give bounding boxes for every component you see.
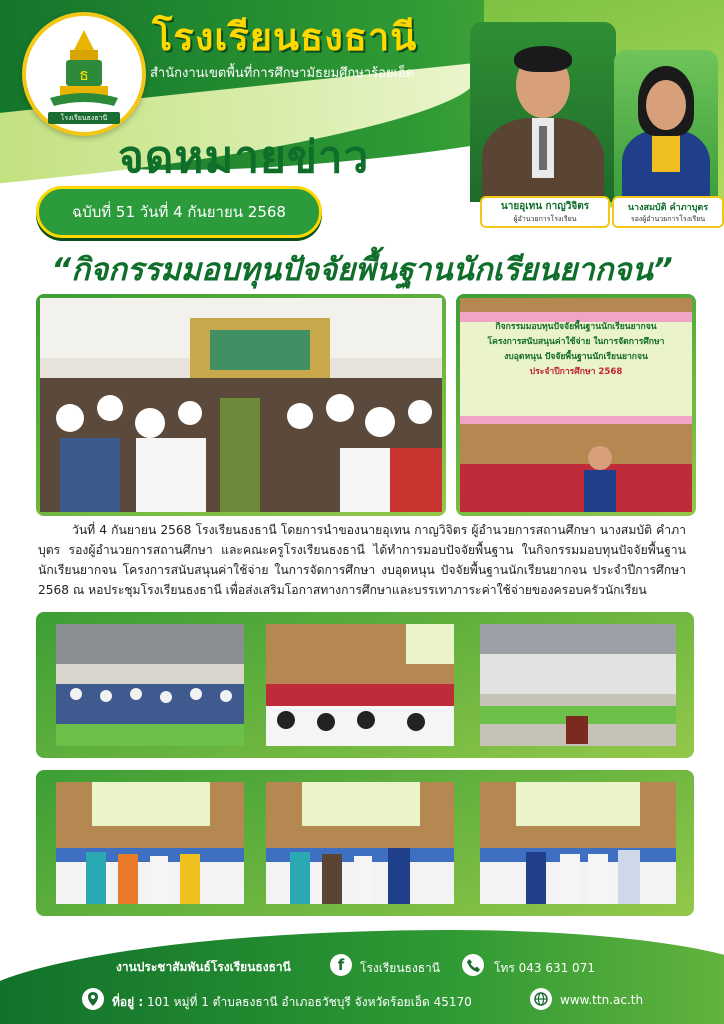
svg-text:ธ: ธ xyxy=(79,65,89,84)
photo-hall-wide xyxy=(56,624,244,746)
address-text: 101 หมู่ที่ 1 ตำบลธงธานี อำเภอธวัชบุรี จังหวัดร้อยเอ็ด 45170 xyxy=(146,995,472,1009)
headline: “กิจกรรมมอบทุนปัจจัยพื้นฐานนักเรียนยากจน” xyxy=(51,252,673,288)
photo-award-1 xyxy=(56,782,244,904)
phone-icon xyxy=(462,954,484,976)
director-photo xyxy=(470,22,616,202)
phone-number: โทร 043 631 071 xyxy=(494,961,595,975)
address xyxy=(112,993,472,1012)
banner-line-2: โครงการสนับสนุนค่าใช้จ่าย ในการจัดการศึกษา xyxy=(487,337,665,347)
facebook-page[interactable]: โรงเรียนธงธานี xyxy=(360,961,440,975)
banner-line-1: กิจกรรมมอบทุนปัจจัยพื้นฐานนักเรียนยากจน xyxy=(495,322,657,332)
deputy-director-photo xyxy=(614,50,718,202)
deputy-name: นางสมบัติ คำภาบุตร xyxy=(627,202,709,213)
photo-stage-banner xyxy=(460,298,692,512)
photo-award-2 xyxy=(266,782,454,904)
photo-hall-back xyxy=(480,624,676,746)
issue-badge: ฉบับที่ 51 วันที่ 4 กันยายน 2568 xyxy=(36,186,322,238)
education-office: สำนักงานเขตพื้นที่การศึกษามัธยมศึกษาร้อยเอ็ด xyxy=(150,66,415,81)
photo-stage-ceremony xyxy=(266,624,454,746)
deputy-name-tag xyxy=(612,196,724,228)
photo-audience xyxy=(40,298,442,512)
director-name-tag xyxy=(480,196,610,228)
school-name: โรงเรียนธงธานี xyxy=(152,15,418,59)
director-role: ผู้อำนวยการโรงเรียน xyxy=(513,215,577,223)
pr-department: งานประชาสัมพันธ์โรงเรียนธงธานี xyxy=(116,960,291,974)
footer xyxy=(0,930,724,1024)
logo-name: โรงเรียนธงธานี xyxy=(48,112,120,124)
banner-line-4: ประจำปีการศึกษา 2568 xyxy=(529,367,623,377)
website-link[interactable]: www.ttn.ac.th xyxy=(560,993,644,1007)
globe-icon xyxy=(530,988,552,1010)
deputy-role: รองผู้อำนวยการโรงเรียน xyxy=(630,214,706,223)
director-name: นายอุเทน กาญวิจิตร xyxy=(500,201,590,212)
newsletter-title: จดหมายข่าว xyxy=(118,132,370,183)
address-label: ที่อยู่ : xyxy=(112,995,144,1009)
school-logo xyxy=(22,12,146,136)
school-emblem-icon xyxy=(40,28,128,120)
photo-award-3 xyxy=(480,782,676,904)
banner-line-3: งบอุดหนุน ปัจจัยพื้นฐานนักเรียนยากจน xyxy=(504,352,648,362)
facebook-icon[interactable]: f xyxy=(330,954,352,976)
location-pin-icon xyxy=(82,988,104,1010)
news-body: วันที่ 4 กันยายน 2568 โรงเรียนธงธานี โดยการนำของนายอุเทน กาญวิจิตร ผู้อำนวยการสถานศึกษา นางสมบัติ คำภาบุตร รองผู้อำนวยการสถานศึกษา และคณะครูโรงเรียนธงธานี ได้ทำการมอบปัจจัยพื้นฐาน ในกิจกรรมมอบทุนปัจจัยพื้นฐานนักเรียนยากจน โครงการสนับสนุนค่าใช้จ่าย ในการจัดการศึกษา งบอุดหนุน ปัจจัยพื้นฐานนักเรียนยากจน ประจำปีการศึกษา 2568 ณ หอประชุมโรงเรียนธงธานี เพื่อส่งเสริมโอกาสทางการศึกษาและบรรเทาภาระค่าใช้จ่ายของครอบครัวนักเรียน xyxy=(38,523,686,597)
